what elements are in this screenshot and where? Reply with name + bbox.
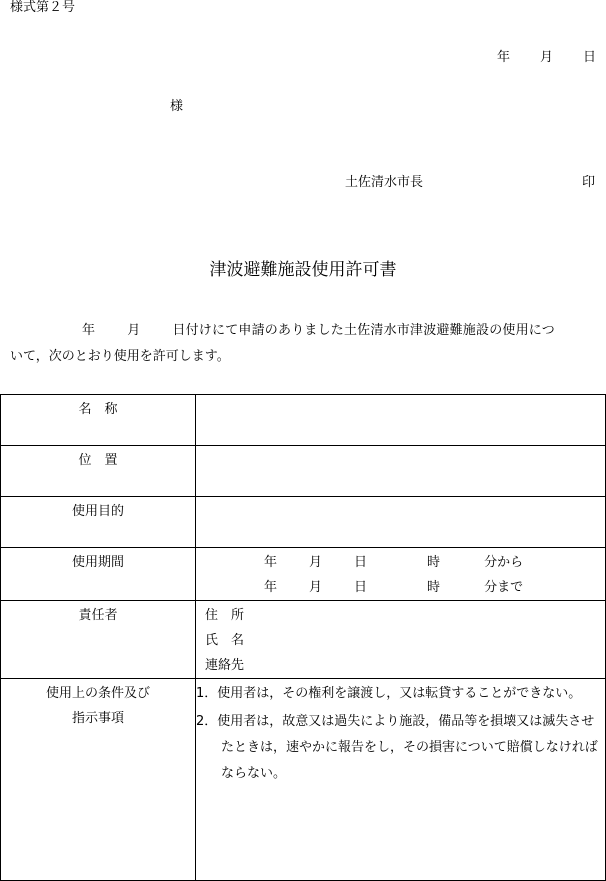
date-month: 月 [539,50,553,65]
responsible-name: 氏 名 [205,633,245,648]
from-year: 年 [264,555,278,570]
date-year: 年 [496,50,510,65]
period-from [196,548,605,575]
period-to [196,575,605,600]
to-minute: 分まで [484,580,524,595]
purpose-value-cell[interactable] [196,497,606,548]
conditions-label-cell [1,679,196,881]
name-label-cell [1,395,196,446]
row-conditions [1,679,606,881]
purpose-label-cell [1,497,196,548]
intro-line-1 [82,324,555,337]
row-responsible [1,601,606,679]
intro-line-2: いて，次のとおり使用を許可します。 [10,349,230,364]
period-label: 使用期間 [71,555,124,570]
responsible-address: 住 所 [205,608,245,623]
from-minute: 分から [484,555,524,570]
to-hour: 時 [427,580,441,595]
purpose-label: 使用目的 [71,504,124,519]
row-period [1,548,606,601]
form-number: 様式第２号 [10,0,76,15]
intro-year: 年 [82,323,96,338]
name-label: 名 称 [78,402,118,417]
location-label: 位 置 [78,453,118,468]
permit-table [0,394,606,881]
location-value-cell[interactable] [196,446,606,497]
intro-text-1: 日付けにて申請のありました土佐清水市津波避難施設の使用につ [172,323,555,338]
row-purpose [1,497,606,548]
document-title: 津波避難施設使用許可書 [209,260,397,280]
name-value-cell[interactable] [196,395,606,446]
issuer-name: 土佐清水市長 [345,175,424,190]
from-hour: 時 [427,555,441,570]
seal-mark: 印 [582,175,596,190]
responsible-value-cell[interactable] [196,601,606,679]
intro-month: 月 [127,323,141,338]
responsible-contact: 連絡先 [205,658,245,673]
from-day: 日 [354,555,368,570]
to-year: 年 [264,580,278,595]
to-month: 月 [309,580,323,595]
to-day: 日 [354,580,368,595]
condition-item-2: 2．使用者は，故意又は過失により施設，備品等を損壊又は滅失させたときは，速やかに報告をし，その損害について賠償しなければならない。 [196,714,598,781]
period-label-cell [1,548,196,601]
issue-date [497,51,596,64]
conditions-label-1: 使用上の条件及び [45,686,150,701]
responsible-label: 責任者 [78,608,118,623]
row-location [1,446,606,497]
conditions-label-2: 指示事項 [71,711,124,726]
addressee-suffix: 様 [170,99,184,114]
date-day: 日 [582,50,596,65]
conditions-value-cell [196,679,606,881]
condition-item-1: 1．使用者は，その権利を譲渡し，又は転貸することができない。 [196,686,582,701]
row-name [1,395,606,446]
responsible-label-cell [1,601,196,679]
location-label-cell [1,446,196,497]
from-month: 月 [309,555,323,570]
period-value-cell[interactable] [196,548,606,601]
